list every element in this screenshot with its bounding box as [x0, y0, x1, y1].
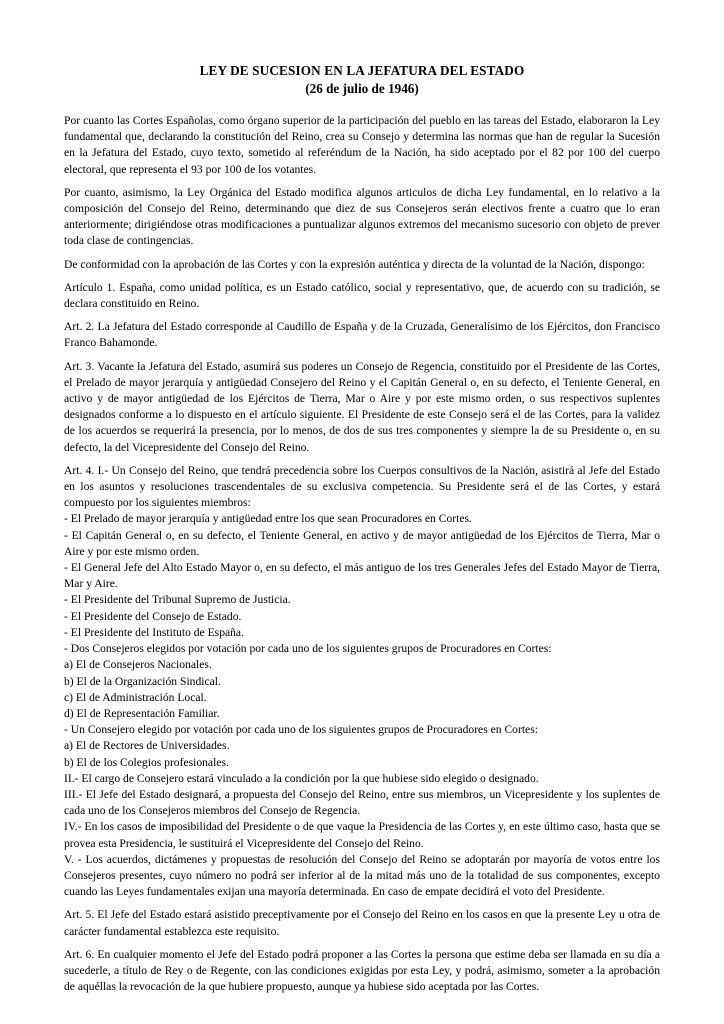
- article-4: [64, 463, 660, 900]
- article-4-member-item: - El Capitán General o, en su defecto, el Teniente General, en activo y de mayor antigüedad de los Ejércitos de Tierra, Mar o Aire y por este mismo orden.: [64, 528, 660, 558]
- article-4-member-item: - Un Consejero elegido por votación por cada uno de los siguientes grupos de Procuradores en Cortes:: [64, 723, 538, 737]
- article-4-section-v: V. - Los acuerdos, dictámenes y propuestas de resolución del Consejo del Reino se adoptarán por mayoría de votos entre los Consejeros presentes, cuyo número no podrá ser inferior al de la mitad más uno de la totalidad de sus componentes, excepto cuando las Leyes fundamentales exijan una mayoría determinada. En caso de empate decidirá el voto del Presidente.: [64, 852, 660, 899]
- article-4-subitem: a) El de Rectores de Universidades.: [64, 739, 230, 753]
- article-2: Art. 2. La Jefatura del Estado corresponde al Caudillo de España y de la Cruzada, Generalísimo de los Ejércitos, don Francisco Franco Bahamonde.: [64, 320, 660, 350]
- article-4-subitem: b) El de la Organización Sindical.: [64, 674, 221, 688]
- article-1: Artículo 1. España, como unidad política, es un Estado católico, social y representativo, que, de acuerdo con su tradición, se declara constituido en Reino.: [64, 280, 660, 311]
- article-4-section-iv: IV.- En los casos de imposibilidad del Presidente o de que vaque la Presidencia de las Cortes y, en este último caso, hasta que se provea esta Presidencia, le sustituirá el Vicepresidente del Consejo del Reino.: [64, 820, 660, 850]
- preamble-paragraph-1: Por cuanto las Cortes Españolas, como órgano superior de la participación del pueblo en las tareas del Estado, elaboraron la Ley fundamental que, declarando la constitución del Reino, crea su Consejo y determina las normas que han de regular la Sucesión en la Jefatura del Estado, cuyo texto, sometido al referéndum de la Nación, ha sido aceptado por el 82 por 100 del cuerpo electoral, que representa el 93 por 100 de los votantes.: [64, 114, 660, 176]
- article-4-member-item: - El Presidente del Instituto de España.: [64, 625, 244, 639]
- article-3: Art. 3. Vacante la Jefatura del Estado, asumirá sus poderes un Consejo de Regencia, constituido por el Presidente de las Cortes, el Prelado de mayor jerarquía y antigüedad Consejero del Reino y el Capitán General o, en su defecto, el Teniente General, en activo y de mayor antigüedad de los Ejércitos de Tierra, Mar o Aire y por este mismo orden, o sus respectivos suplentes designados conforme a lo dispuesto en el artículo siguiente. El Presidente de este Consejo será el de las Cortes, para la validez de los acuerdos se requerirá la presencia, por lo menos, de dos de sus tres componentes y siempre la de su Presidente o, en su defecto, la del Vicepresidente del Consejo del Reino.: [64, 359, 660, 454]
- document-title: LEY DE SUCESION EN LA JEFATURA DEL ESTADO: [199, 63, 525, 78]
- article-4-member-item: - El Presidente del Tribunal Supremo de Justicia.: [64, 593, 291, 607]
- article-4-subitem: b) El de los Colegios profesionales.: [64, 755, 229, 769]
- article-4-section-ii: II.- El cargo de Consejero estará vinculado a la condición por la que hubiese sido elegido o designado.: [64, 771, 539, 785]
- preamble-paragraph-3: De conformidad con la aprobación de las Cortes y con la expresión auténtica y directa de la voluntad de la Nación, dispongo:: [64, 257, 645, 271]
- article-4-section-iii: III.- El Jefe del Estado designará, a propuesta del Consejo del Reino, entre sus miembros, un Vicepresidente y los suplentes de cada uno de los Consejeros miembros del Consejo de Regencia.: [64, 787, 660, 818]
- article-4-subitem: d) El de Representación Familiar.: [64, 706, 220, 720]
- article-4-member-item: - El Prelado de mayor jerarquía y antigüedad entre los que sean Procuradores en Cortes.: [64, 512, 472, 526]
- article-5: Art. 5. El Jefe del Estado estará asistido preceptivamente por el Consejo del Reino en los casos en que la presente Ley u otra de carácter fundamental establezca este requisito.: [64, 908, 660, 938]
- article-4-member-item: - Dos Consejeros elegidos por votación por cada uno de los siguientes grupos de Procuradores en Cortes:: [64, 642, 552, 656]
- article-4-intro: Art. 4. I.- Un Consejo del Reino, que tendrá precedencia sobre los Cuerpos consultivos de la Nación, asistirá al Jefe del Estado en los asuntos y resoluciones trascendentales de su exclusiva competencia. Su Presidente será el de las Cortes, y estará compuesto por los siguientes miembros:: [64, 463, 660, 510]
- document-subtitle: (26 de julio de 1946): [305, 80, 419, 96]
- article-4-subitem: c) El de Administración Local.: [64, 690, 207, 704]
- article-4-member-item: - El General Jefe del Alto Estado Mayor o, en su defecto, el más antiguo de los tres Generales Jefes del Estado Mayor de Tierra, Mar y Aire.: [64, 561, 660, 591]
- preamble-paragraph-2: Por cuanto, asimismo, la Ley Orgánica del Estado modifica algunos articulos de dicha Ley fundamental, en lo relativo a la composición del Consejo del Reino, determinando que diez de sus Consejeros serán electivos frente a cuatro que lo eran anteriormente; dirigiéndose otras modificaciones a puntualizar algunos extremos del mecanismo sucesorio con objeto de prever toda clase de contingencias.: [64, 185, 660, 248]
- article-4-member-item: - El Presidente del Consejo de Estado.: [64, 609, 242, 623]
- article-4-subitem: a) El de Consejeros Nacionales.: [64, 658, 212, 672]
- article-6: Art. 6. En cualquier momento el Jefe del Estado podrá proponer a las Cortes la persona que estime deba ser llamada en su día a sucederle, a título de Rey o de Regente, con las condiciones exigidas por esta Ley, y podrá, asimismo, someter a la aprobación de aquéllas la revocación de la que hubiere propuesto, aunque ya hubiese sido aceptada por las Cortes.: [64, 947, 660, 994]
